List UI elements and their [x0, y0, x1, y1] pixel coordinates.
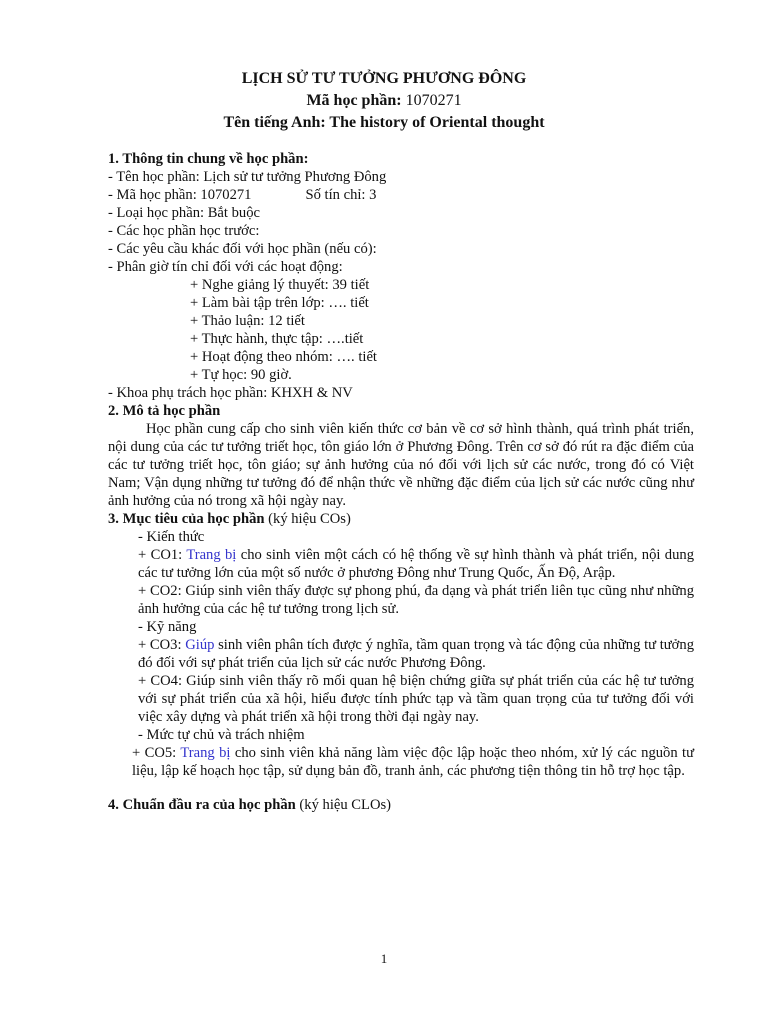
course-code-label: Mã học phần: [306, 92, 402, 109]
co3-verb: Giúp [185, 637, 215, 653]
hours-item: + Thảo luận: 12 tiết [190, 313, 305, 329]
document-title: LỊCH SỬ TƯ TƯỞNG PHƯƠNG ĐÔNG [241, 70, 527, 87]
section-1-heading: 1. Thông tin chung về học phần: [108, 151, 309, 167]
other-requirements: - Các yêu cầu khác đối với học phần (nếu có): [108, 241, 377, 257]
course-type: - Loại học phần: Bắt buộc [108, 205, 260, 221]
skills-label: - Kỹ năng [138, 619, 197, 635]
co5-verb: Trang bị [180, 745, 231, 761]
objective-co4: + CO4: Giúp sinh viên thấy rõ mối quan hệ biện chứng giữa sự phát triển của các hệ tư tưởng với sự phát triển của xã hội, hiểu được tính phức tạp và tầm quan trọng của tư tưởng đối với việc xây dựng và phát triển xã hội trong thời đại ngày nay. [138, 673, 694, 725]
credits: Số tín chỉ: 3 [305, 187, 377, 203]
course-name: - Tên học phần: Lịch sử tư tưởng Phương Đông [108, 169, 387, 185]
section-4-note: (ký hiệu CLOs) [299, 797, 392, 813]
course-code: - Mã học phần: 1070271 [108, 187, 252, 203]
hours-item: + Thực hành, thực tập: ….tiết [190, 331, 364, 347]
hours-item: + Nghe giảng lý thuyết: 39 tiết [190, 277, 370, 293]
course-code-value: 1070271 [405, 92, 462, 109]
section-4-heading: 4. Chuẩn đầu ra của học phần [108, 797, 296, 813]
course-description: Học phần cung cấp cho sinh viên kiến thức cơ bản về cơ sở hình thành, quá trình phát triển, nội dung của các tư tưởng triết học, tôn giáo lớn ở Phương Đông. Trên cơ sở đó rút ra đặc điểm của các tư tưởng triết học, tôn giáo; sự ảnh hưởng của nó đối với lịch sử các nước, trong đó có Việt Nam; Vận dụng những tư tưởng đó để nhận thức về những đặc điểm của lịch sử các nước cũng như ảnh hưởng của nó trong xã hội ngày nay. [108, 421, 694, 509]
co3-text: sinh viên phân tích được ý nghĩa, tầm quan trọng và tác động của những tư tưởng đó đối với sự phát triển của lịch sử các nước Phương Đông. [138, 637, 694, 671]
co5-text: cho sinh viên khả năng làm việc độc lập hoặc theo nhóm, xử lý các nguồn tư liệu, lập kế hoạch học tập, sử dụng bản đồ, tranh ảnh, các phương tiện thông tin hỗ trợ học tập. [132, 745, 695, 779]
hours-item: + Tự học: 90 giờ. [190, 367, 292, 383]
autonomy-label: - Mức tự chủ và trách nhiệm [138, 727, 305, 743]
section-3-heading-line [108, 510, 694, 528]
page-number: 1 [380, 951, 388, 966]
title-block [0, 68, 768, 134]
prerequisites: - Các học phần học trước: [108, 223, 260, 239]
section-3-note: (ký hiệu COs) [268, 511, 351, 527]
responsible-faculty: - Khoa phụ trách học phần: KHXH & NV [108, 385, 353, 401]
english-name-value: The history of Oriental thought [329, 114, 545, 131]
english-name-line [0, 112, 768, 134]
knowledge-label: - Kiến thức [138, 529, 205, 545]
english-name-label: Tên tiếng Anh: [223, 114, 326, 131]
section-2-heading: 2. Mô tả học phần [108, 403, 221, 419]
course-code-line [0, 90, 768, 112]
co1-prefix: + CO1: [138, 547, 183, 563]
objective-co5 [108, 744, 694, 780]
section-3-heading: 3. Mục tiêu của học phần [108, 511, 265, 527]
hours-intro: - Phân giờ tín chỉ đối với các hoạt động: [108, 259, 343, 275]
co1-text: cho sinh viên một cách có hệ thống về sự hình thành và phát triển, nội dung các tư tưởng lớn của một số nước ở phương Đông như Trung Quốc, Ấn Độ, Arập. [138, 547, 694, 581]
co5-prefix: + CO5: [132, 745, 177, 761]
objective-co1 [108, 546, 694, 582]
co1-verb: Trang bị [186, 547, 237, 563]
objective-co2: + CO2: Giúp sinh viên thấy được sự phong phú, đa dạng và phát triển liên tục cũng như những ảnh hưởng của các hệ tư tưởng trong lịch sử. [138, 583, 694, 617]
course-code-credits [108, 186, 694, 204]
document-body [108, 150, 694, 814]
hours-item: + Làm bài tập trên lớp: …. tiết [190, 295, 369, 311]
hours-item: + Hoạt động theo nhóm: …. tiết [190, 349, 377, 365]
co3-prefix: + CO3: [138, 637, 182, 653]
section-4-heading-line [108, 796, 694, 814]
objective-co3 [108, 636, 694, 672]
